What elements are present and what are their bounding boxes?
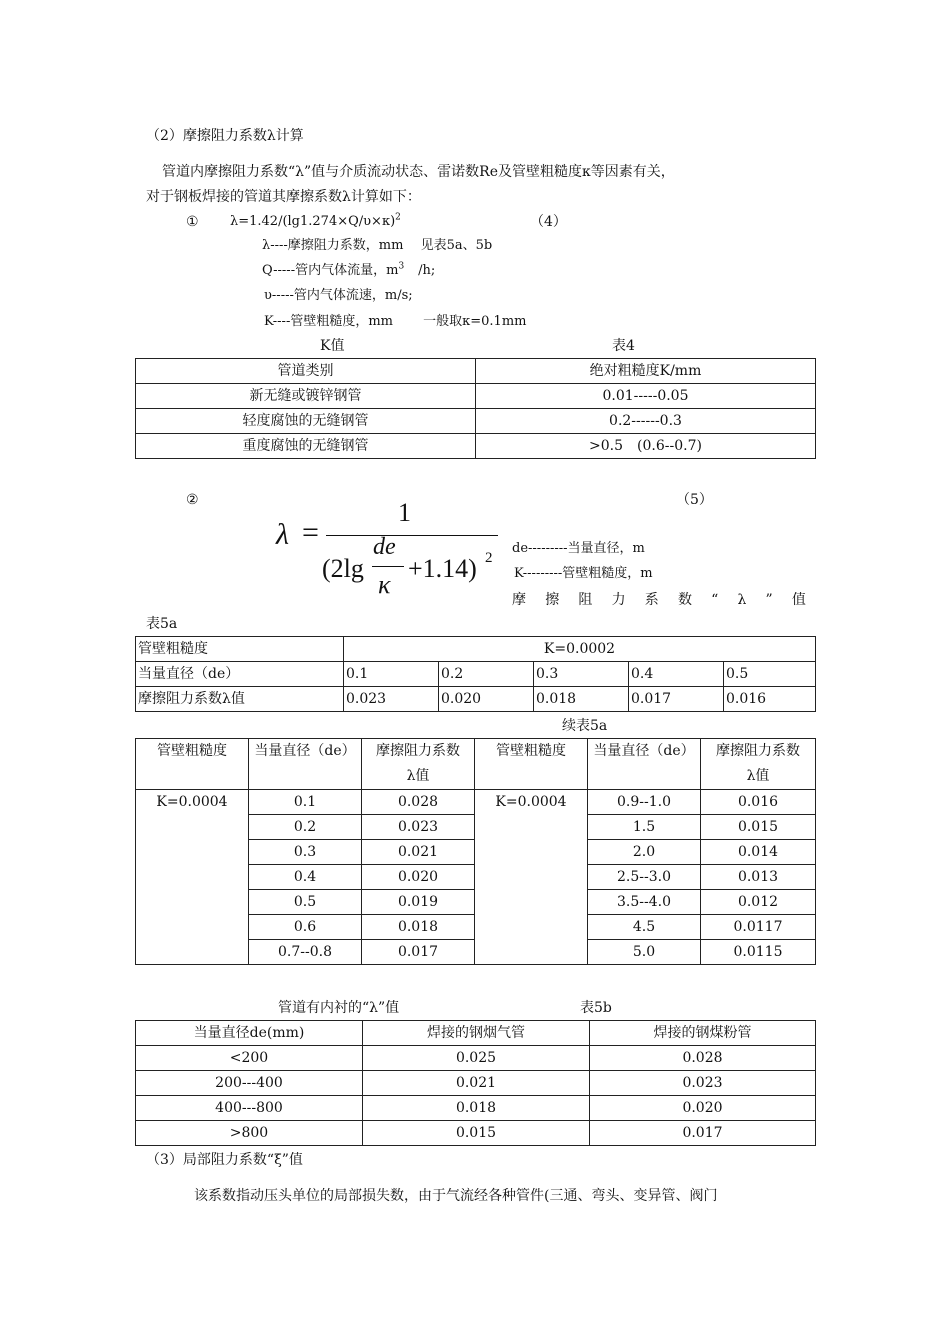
table-cell: 0.020	[362, 865, 475, 890]
table-cell: 0.028	[362, 790, 475, 815]
table-cell: 0.015	[701, 815, 816, 840]
formula-1-def-q: Q-----管内气体流量，$m^3$ /h;	[262, 261, 436, 278]
table-row	[136, 1071, 816, 1096]
table-cell: 0.01-----0.05	[476, 384, 816, 409]
table-cell: 0.5	[249, 890, 362, 915]
table-5b-caption-left: 管道有内衬的“λ”值	[278, 1000, 400, 1016]
table-cell: 管道类别	[136, 359, 476, 384]
table-cell: 0.023	[344, 687, 439, 712]
table-cell: 绝对粗糙度K/mm	[476, 359, 816, 384]
table-row	[136, 790, 816, 815]
intro-line-1: 管道内摩擦阻力系数“λ”值与介质流动状态、雷诺数Re及管壁粗糙度κ等因素有关，	[162, 164, 675, 180]
formula-2-equation	[270, 498, 510, 608]
table-cell: 5.0	[588, 940, 701, 965]
equals-sign: =	[302, 516, 319, 549]
table-cell: 3.5--4.0	[588, 890, 701, 915]
formula-2-def-de: de---------当量直径，m	[512, 541, 645, 556]
table-cell: 0.019	[362, 890, 475, 915]
table-cell: 400---800	[136, 1096, 363, 1121]
table-cell: 重度腐蚀的无缝钢管	[136, 434, 476, 459]
section-2-title: （2）摩擦阻力系数λ计算	[146, 128, 304, 144]
formula-tail: +1.14)	[408, 554, 477, 583]
table-cell: 0.3	[534, 662, 629, 687]
table-cell: 200---400	[136, 1071, 363, 1096]
table-header-cell: 摩擦阻力系数 λ值	[362, 739, 475, 790]
section-3-line-1: 该系数指动压头单位的局部损失数，由于气流经各种管件(三通、弯头、变异管、阀门	[194, 1188, 718, 1204]
table-header-cell: 当量直径（de）	[588, 739, 701, 790]
table-4-caption-left: K值	[320, 338, 345, 354]
table-cell: 0.020	[439, 687, 534, 712]
table-cell: 0.016	[701, 790, 816, 815]
table-cell: 2.0	[588, 840, 701, 865]
formula-1-marker: ①	[186, 214, 199, 230]
table-4-caption-right: 表4	[612, 338, 635, 354]
formula-lead: (2lg	[322, 554, 364, 583]
table-cell: 0.0117	[701, 915, 816, 940]
formula-1-expression: $\lambda=1.42/(\lg 1.274\times Q/\upsilon\times\kappa)^2$	[230, 212, 401, 229]
table-cell: 0.2	[249, 815, 362, 840]
formula-2-marker: ②	[186, 492, 199, 508]
table-cell: >800	[136, 1121, 363, 1146]
table-cell: 0.016	[724, 687, 816, 712]
table-row	[136, 1021, 816, 1046]
kappa-symbol: κ	[378, 570, 391, 599]
table-cell: 0.4	[249, 865, 362, 890]
table-row	[136, 637, 816, 662]
table-cell: 摩擦阻力系数λ值	[136, 687, 344, 712]
intro-line-2: 对于钢板焊接的管道其摩擦系数λ计算如下：	[146, 189, 421, 205]
table-cell: 0.0115	[701, 940, 816, 965]
table-cell: K=0.0002	[344, 637, 816, 662]
table-cell: 当量直径de(mm)	[136, 1021, 363, 1046]
table-cell: 0.017	[629, 687, 724, 712]
table-cell: 0.012	[701, 890, 816, 915]
table-cell: 0.1	[344, 662, 439, 687]
table-cell: 0.7--0.8	[249, 940, 362, 965]
table-cell: 0.3	[249, 840, 362, 865]
de-symbol: de	[373, 534, 396, 560]
inner-fraction-bar	[372, 566, 404, 567]
table-cell: 1.5	[588, 815, 701, 840]
formula-2-def-k: K---------管壁粗糙度，m	[514, 566, 653, 581]
table-header-cell: 摩擦阻力系数 λ值	[701, 739, 816, 790]
table-row	[136, 1046, 816, 1071]
main-fraction-bar	[326, 535, 498, 536]
table-cell: 管壁粗糙度	[136, 637, 344, 662]
table-header-cell: 管壁粗糙度	[475, 739, 588, 790]
table-cell: 0.025	[363, 1046, 590, 1071]
table-cell: 0.018	[534, 687, 629, 712]
table-4	[135, 358, 816, 459]
section-3-title: （3）局部阻力系数“ξ”值	[146, 1152, 303, 1168]
table-cell: 0.023	[362, 815, 475, 840]
table-row	[136, 409, 816, 434]
table-row	[136, 434, 816, 459]
table-cell: 2.5--3.0	[588, 865, 701, 890]
table-cell: 0.6	[249, 915, 362, 940]
table-5a-label: 表5a	[146, 616, 178, 632]
lambda-symbol: λ	[276, 518, 289, 551]
lambda-value-caption: 摩 擦 阻 力 系 数 “ λ ” 值	[512, 592, 806, 608]
table-row	[136, 739, 816, 790]
table-cell: 0.023	[590, 1071, 816, 1096]
formula-1-def-k: K----管壁粗糙度，mm 一般取κ=0.1mm	[264, 314, 527, 329]
table-cell: 0.017	[590, 1121, 816, 1146]
formula-1-number: （4）	[530, 214, 567, 230]
table-cell: 轻度腐蚀的无缝钢管	[136, 409, 476, 434]
table-cell: 0.1	[249, 790, 362, 815]
table-cell: >0.5 (0.6--0.7)	[476, 434, 816, 459]
table-cell: K=0.0004	[475, 790, 588, 965]
table-cell: 0.028	[590, 1046, 816, 1071]
table-row	[136, 359, 816, 384]
table-cell: 0.018	[362, 915, 475, 940]
table-cell: 0.020	[590, 1096, 816, 1121]
table-cell: 焊接的钢烟气管	[363, 1021, 590, 1046]
table-cell: 焊接的钢煤粉管	[590, 1021, 816, 1046]
table-header-cell: 当量直径（de）	[249, 739, 362, 790]
table-cell: 0.018	[363, 1096, 590, 1121]
table-cell: 0.5	[724, 662, 816, 687]
table-cell: 0.2------0.3	[476, 409, 816, 434]
table-5a-cont-caption: 续表5a	[562, 718, 608, 734]
table-5b-caption-right: 表5b	[580, 1000, 612, 1016]
table-5a-continued	[135, 738, 816, 965]
table-cell: <200	[136, 1046, 363, 1071]
table-cell: 4.5	[588, 915, 701, 940]
formula-2-number: （5）	[676, 492, 713, 508]
table-cell: 0.014	[701, 840, 816, 865]
formula-numerator: 1	[398, 498, 411, 527]
table-5b	[135, 1020, 816, 1146]
table-cell: 0.015	[363, 1121, 590, 1146]
formula-1-def-lambda: λ----摩擦阻力系数，mm 见表5a、5b	[262, 238, 493, 253]
table-row	[136, 662, 816, 687]
table-cell: 0.021	[362, 840, 475, 865]
table-cell: 0.2	[439, 662, 534, 687]
table-row	[136, 384, 816, 409]
table-header-cell: 管壁粗糙度	[136, 739, 249, 790]
table-cell: 0.013	[701, 865, 816, 890]
table-cell: K=0.0004	[136, 790, 249, 965]
table-cell: 新无缝或镀锌钢管	[136, 384, 476, 409]
formula-1-def-v: υ-----管内气体流速，m/s;	[264, 288, 413, 303]
table-row	[136, 1121, 816, 1146]
table-row	[136, 1096, 816, 1121]
table-row	[136, 687, 816, 712]
table-cell: 0.4	[629, 662, 724, 687]
table-cell: 0.017	[362, 940, 475, 965]
table-cell: 当量直径（de）	[136, 662, 344, 687]
formula-exponent: 2	[485, 550, 493, 566]
table-5a	[135, 636, 816, 712]
table-cell: 0.021	[363, 1071, 590, 1096]
table-cell: 0.9--1.0	[588, 790, 701, 815]
